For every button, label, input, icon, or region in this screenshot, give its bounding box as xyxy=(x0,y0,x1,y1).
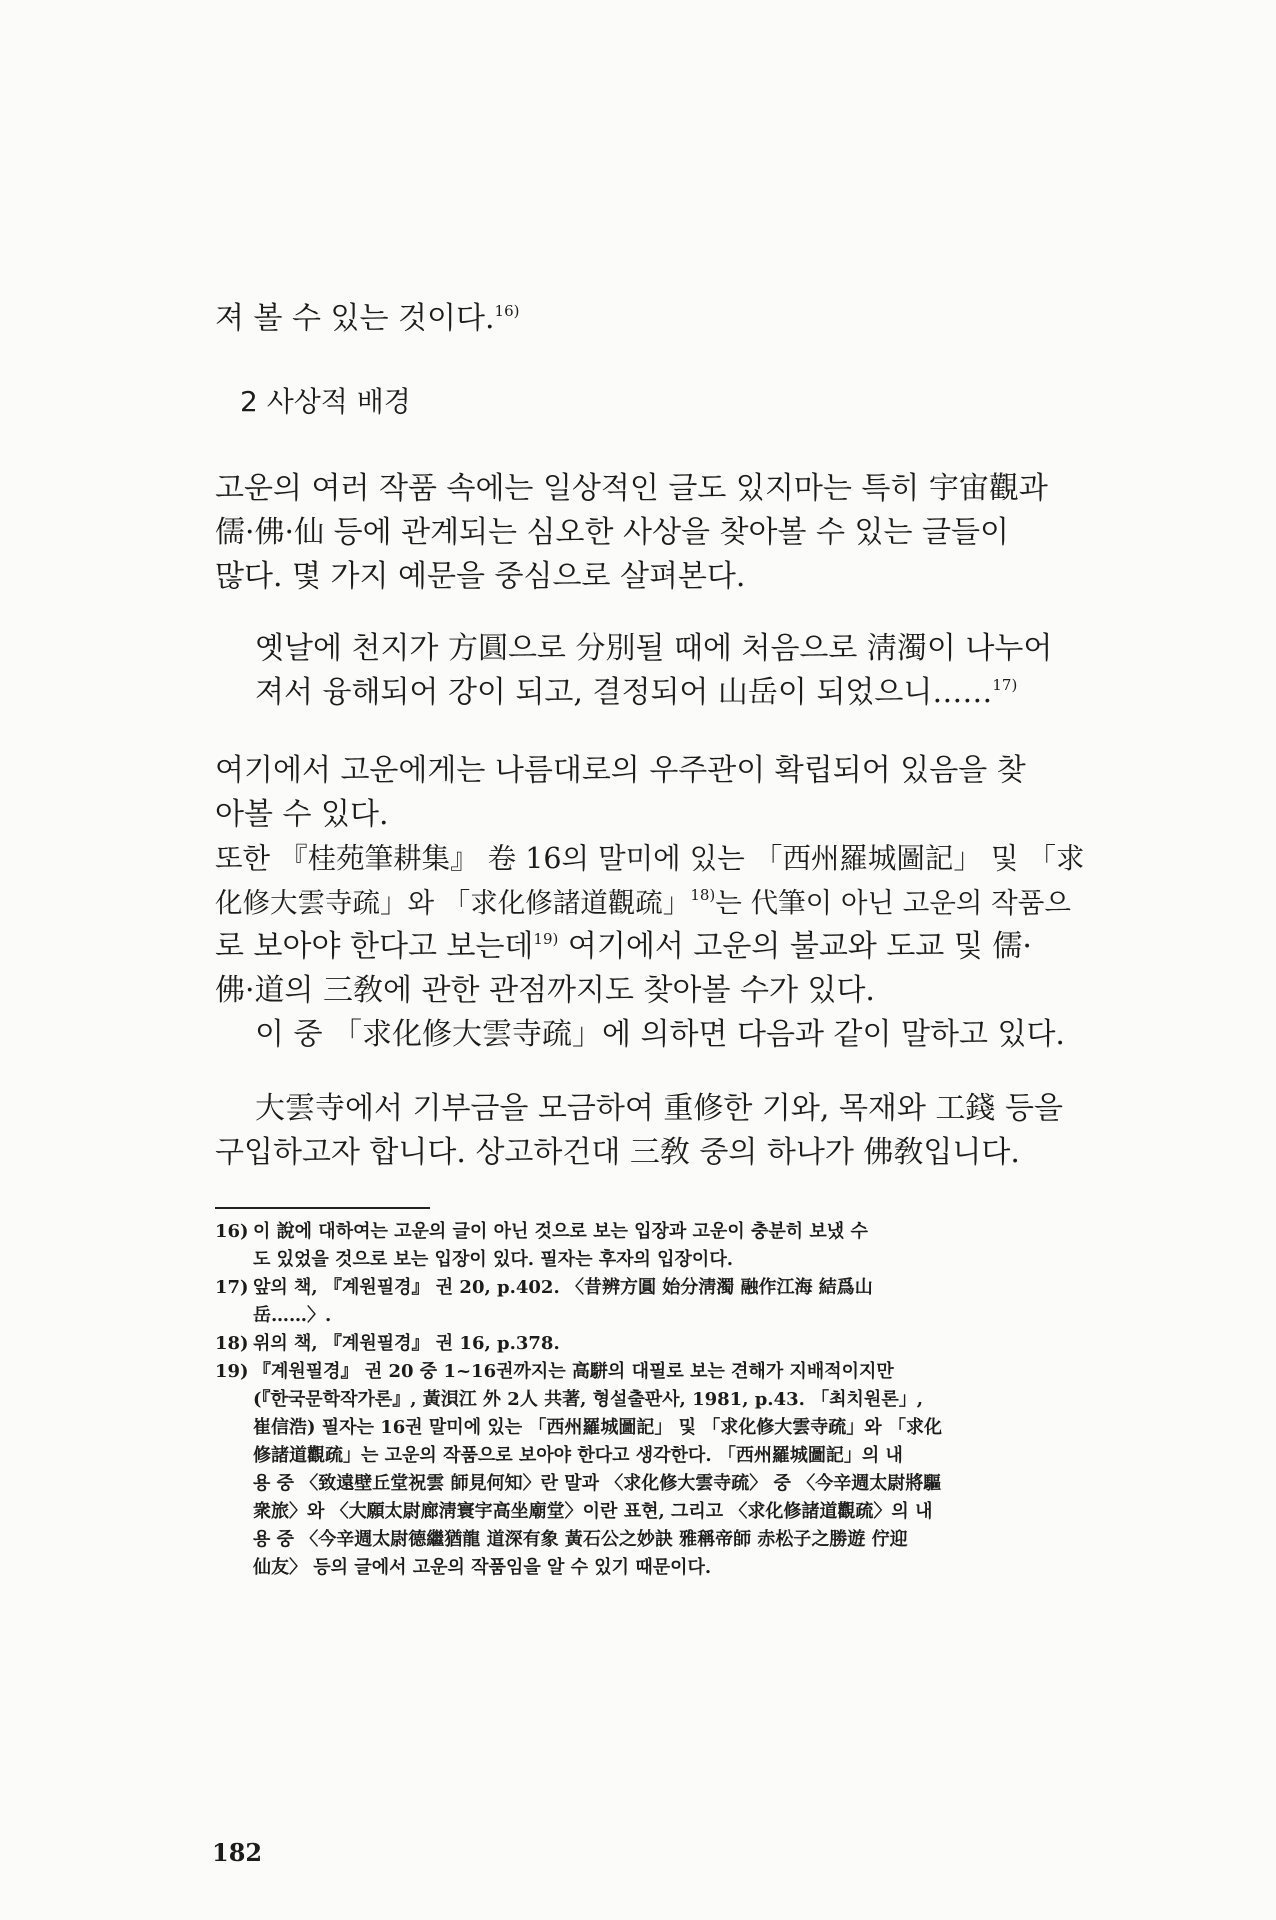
text-line-1: 져 볼 수 있는 것이다.$^{16)}$ xyxy=(215,301,520,336)
text-line-9: 로 보아야 한다고 보는데$^{19)}$ 여기에서 고운의 불교와 도교 및 儒· xyxy=(215,929,1032,964)
footnote-19-cont-3: 修諸道觀疏」는 고운의 작품으로 보아야 한다고 생각한다. 「西州羅城圖記」의 내 xyxy=(253,1445,903,1466)
quote2-line-2: 구입하고자 합니다. 상고하건대 三敎 중의 하나가 佛敎입니다. xyxy=(215,1135,1020,1170)
footnote-ref-16: 16) xyxy=(494,302,520,320)
footnote-ref-18: 18) xyxy=(690,886,716,904)
text-line-6: 아볼 수 있다. xyxy=(215,797,389,832)
quote-line-2: 져서 융해되어 강이 되고, 결정되어 山岳이 되었으니……$^{17)}$ xyxy=(255,675,1018,710)
text-line-10: 佛·道의 三敎에 관한 관점까지도 찾아볼 수가 있다. xyxy=(215,973,875,1008)
text-line-11: 이 중 「求化修大雲寺疏」에 의하면 다음과 같이 말하고 있다. xyxy=(255,1017,1065,1052)
footnote-19-cont-7: 仙友〉 등의 글에서 고운의 작품임을 알 수 있기 때문이다. xyxy=(253,1557,712,1578)
text-line-5: 여기에서 고운에게는 나름대로의 우주관이 확립되어 있음을 찾 xyxy=(215,753,1026,788)
footnote-19-cont-2: 崔信浩) 필자는 16권 말미에 있는 「西州羅城圖記」 및 「求化修大雲寺疏」와 「求化 xyxy=(253,1417,942,1438)
footnote-ref-17: 17) xyxy=(992,676,1018,694)
page-number: 182 xyxy=(212,1838,263,1867)
footnote-17: 17) 앞의 책, 『계원필경』 권 20, p.402. 〈昔辨方圓 始分淸濁 融作江海 結爲山 xyxy=(215,1277,873,1298)
footnote-ref-19: 19) xyxy=(533,930,559,948)
footnote-divider xyxy=(215,1207,430,1209)
footnote-19-cont-4: 용 중 〈致遠壁丘堂祝雲 師見何知〉란 말과 〈求化修大雲寺疏〉 중 〈今辛週太尉將驅 xyxy=(253,1473,942,1494)
text-line-7: 또한 『桂苑筆耕集』 卷 16의 말미에 있는 「西州羅城圖記」 및 「求 xyxy=(215,842,1085,875)
footnote-17-cont: 岳……〉. xyxy=(253,1305,332,1326)
section-heading: 2 사상적 배경 xyxy=(240,385,411,418)
text-line-8: 化修大雲寺疏」와 「求化修諸道觀疏」$^{18)}$는 代筆이 아닌 고운의 작품으 xyxy=(215,886,1071,919)
text-line-2: 고운의 여러 작품 속에는 일상적인 글도 있지마는 특히 宇宙觀과 xyxy=(215,471,1048,506)
quote2-line-1: 大雲寺에서 기부금을 모금하여 重修한 기와, 목재와 工錢 등을 xyxy=(255,1091,1063,1126)
text-line-4: 많다. 몇 가지 예문을 중심으로 살펴본다. xyxy=(215,559,746,594)
footnote-19-cont-5: 衆旅〉와 〈大願太尉廊淸寰宇高坐廟堂〉이란 표현, 그리고 〈求化修諸道觀疏〉의 내 xyxy=(253,1501,933,1522)
footnote-19: 19) 『계원필경』 권 20 중 1~16권까지는 高駢의 대필로 보는 견해가 지배적이지만 xyxy=(215,1361,894,1382)
footnote-16: 16) 이 說에 대하여는 고운의 글이 아닌 것으로 보는 입장과 고운이 충분히 보냈 수 xyxy=(215,1221,868,1242)
footnote-19-cont-6: 용 중 〈今辛週太尉德繼猶龍 道深有象 黃石公之妙訣 雅稱帝師 赤松子之勝遊 佇迎 xyxy=(253,1529,908,1550)
footnote-19-cont-1: (『한국문학작가론』, 黃浿江 外 2人 共著, 형설출판사, 1981, p.43. 「최치원론」, xyxy=(253,1389,923,1410)
quote-line-1: 옛날에 천지가 方圓으로 分別될 때에 처음으로 淸濁이 나누어 xyxy=(255,631,1053,666)
footnote-18: 18) 위의 책, 『계원필경』 권 16, p.378. xyxy=(215,1333,560,1354)
footnote-16-cont: 도 있었을 것으로 보는 입장이 있다. 필자는 후자의 입장이다. xyxy=(253,1249,733,1270)
text-line-3: 儒·佛·仙 등에 관계되는 심오한 사상을 찾아볼 수 있는 글들이 xyxy=(215,515,1009,550)
